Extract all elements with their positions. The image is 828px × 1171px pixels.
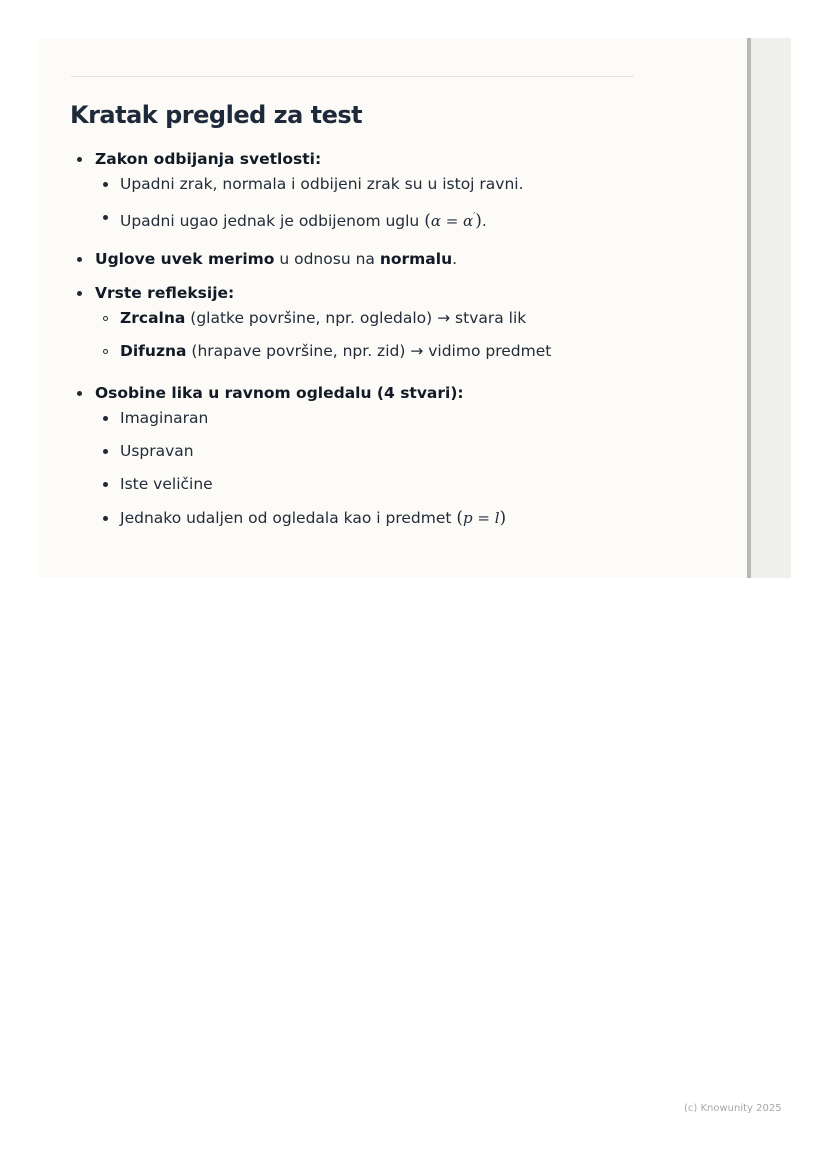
copyright-footer: (c) Knowunity 2025 bbox=[684, 1103, 782, 1114]
scrollbar-track[interactable] bbox=[750, 38, 791, 578]
bullet-icon bbox=[103, 449, 108, 454]
scrollbar-thumb[interactable] bbox=[747, 38, 751, 578]
distance-formula: (p = l) bbox=[456, 508, 507, 528]
list-item: Imaginaran bbox=[120, 409, 209, 427]
list-item: Jednako udaljen od ogledala kao i predmet (p = l) bbox=[120, 508, 507, 528]
bullet-icon bbox=[77, 391, 82, 396]
divider bbox=[71, 76, 634, 77]
bullet-icon bbox=[103, 215, 108, 220]
list-item: Upadni zrak, normala i odbijeni zrak su u istoj ravni. bbox=[120, 175, 524, 193]
bullet-icon bbox=[77, 157, 82, 162]
list-item: Iste veličine bbox=[120, 475, 213, 493]
bullet-icon bbox=[103, 182, 108, 187]
bullet-icon bbox=[103, 482, 108, 487]
list-item: Zrcalna (glatke površine, npr. ogledalo) → stvara lik bbox=[120, 309, 527, 327]
page-title: Kratak pregled za test bbox=[70, 101, 363, 129]
section-heading-reflection: Vrste refleksije: bbox=[95, 284, 235, 302]
list-item-angles: Uglove uvek merimo u odnosu na normalu. bbox=[95, 250, 458, 268]
angle-formula: (α = α′) bbox=[424, 211, 482, 231]
list-item: Upadni ugao jednak je odbijenom uglu (α = α′). bbox=[120, 211, 487, 231]
section-heading-law: Zakon odbijanja svetlosti: bbox=[95, 150, 322, 168]
circle-bullet-icon bbox=[103, 316, 108, 321]
circle-bullet-icon bbox=[103, 349, 108, 354]
bullet-icon bbox=[77, 257, 82, 262]
bullet-icon bbox=[77, 291, 82, 296]
bullet-icon bbox=[103, 416, 108, 421]
bullet-icon bbox=[103, 516, 108, 521]
list-item: Uspravan bbox=[120, 442, 194, 460]
list-item: Difuzna (hrapave površine, npr. zid) → vidimo predmet bbox=[120, 342, 552, 360]
section-heading-properties: Osobine lika u ravnom ogledalu (4 stvari): bbox=[95, 384, 464, 402]
